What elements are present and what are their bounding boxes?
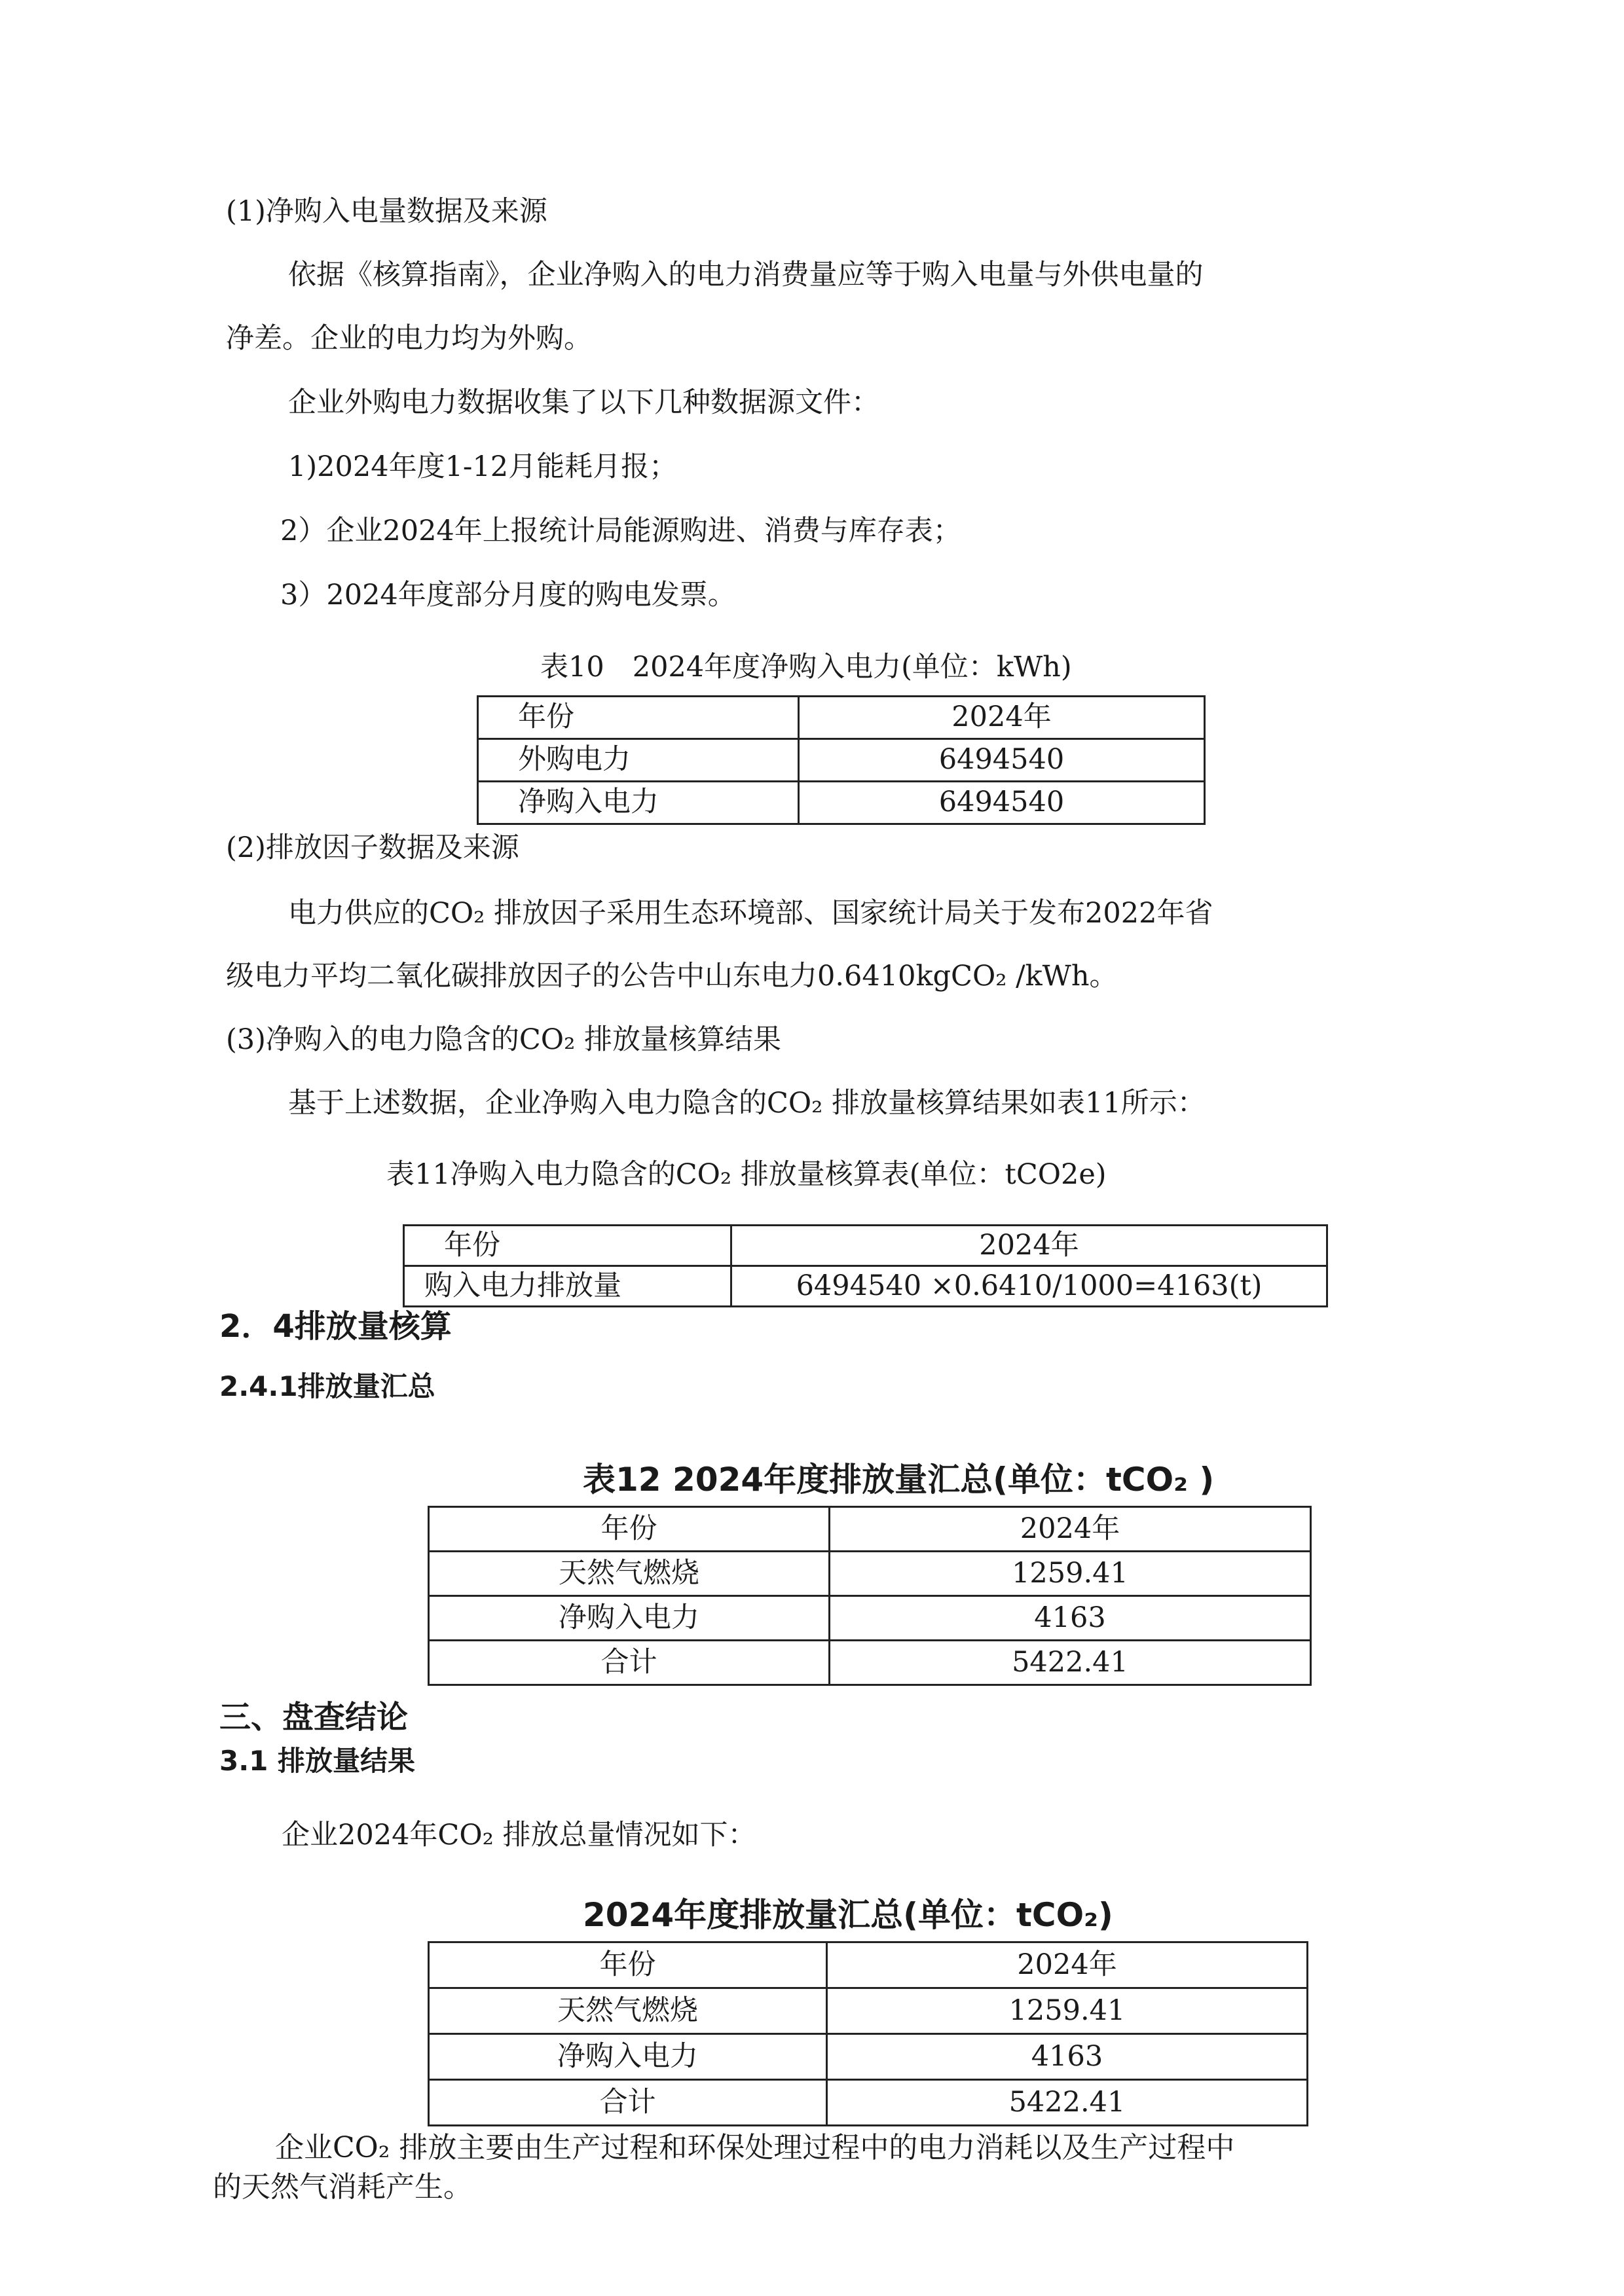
table-row [478,739,1205,782]
table-cell: 净购入电力 [429,1596,830,1641]
summary-table [428,1941,1308,2126]
table-11 [403,1224,1328,1307]
conclusion-sub-heading: 3.1 排放量结果 [219,1745,416,1777]
table-10 [477,695,1206,825]
table-header-cell: 年份 [429,1507,830,1552]
table-cell: 1259.41 [827,1988,1308,2034]
table-row [478,697,1205,739]
section-2-4-heading: 2．4排放量核算 [219,1308,452,1345]
table-row [429,1596,1311,1641]
table-cell: 天然气燃烧 [429,1988,827,2034]
table-cell: 合计 [429,1641,830,1685]
table-cell: 净购入电力 [429,2034,827,2080]
table-row [404,1266,1327,1307]
conclusion-paragraph: 企业2024年CO₂ 排放总量情况如下： [282,1819,756,1851]
table-12 [428,1506,1312,1686]
table-row [429,1552,1311,1596]
table-cell: 6494540 [799,739,1205,782]
table-cell: 合计 [429,2080,827,2126]
closing-line-1: 企业CO₂ 排放主要由生产过程和环保处理过程中的电力消耗以及生产过程中 [275,2131,1235,2164]
section-2-paragraph-line-1: 电力供应的CO₂ 排放因子采用生态环境部、国家统计局关于发布2022年省 [288,897,1213,930]
table-row [429,1942,1308,1988]
summary-table-caption: 2024年度排放量汇总(单位：tCO₂) [583,1896,1113,1934]
table-cell: 5422.41 [827,2080,1308,2126]
table-row [429,1641,1311,1685]
table-cell: 1259.41 [830,1552,1311,1596]
source-item-1: 1)2024年度1-12月能耗月报； [288,450,678,483]
table-header-cell: 2024年 [830,1507,1311,1552]
table-row [429,1507,1311,1552]
section-2-4-1-heading: 2.4.1排放量汇总 [219,1370,435,1402]
table-cell: 6494540 ×0.6410/1000=4163(t) [731,1266,1327,1307]
table-cell: 外购电力 [478,739,799,782]
table-12-caption: 表12 2024年度排放量汇总(单位：tCO₂ ) [583,1461,1215,1499]
section-2-heading: (2)排放因子数据及来源 [226,831,519,864]
table-cell: 5422.41 [830,1641,1311,1685]
table-row [404,1226,1327,1266]
table-header-cell: 年份 [478,697,799,739]
section-1-heading: (1)净购入电量数据及来源 [226,195,547,228]
section-2-paragraph-line-2: 级电力平均二氧化碳排放因子的公告中山东电力0.6410kgCO₂ /kWh。 [226,960,1118,993]
table-11-caption: 表11净购入电力隐含的CO₂ 排放量核算表(单位：tCO2e) [386,1158,1107,1191]
source-item-3: 3）2024年度部分月度的购电发票。 [280,579,736,611]
closing-line-2: 的天然气消耗产生。 [213,2170,472,2204]
table-cell: 净购入电力 [478,782,799,824]
table-row [429,2080,1308,2126]
table-10-caption: 表10 2024年度净购入电力(单位：kWh) [540,651,1072,683]
table-cell: 6494540 [799,782,1205,824]
table-row [478,782,1205,824]
section-1-paragraph-2: 企业外购电力数据收集了以下几种数据源文件： [288,386,879,419]
table-cell: 4163 [827,2034,1308,2080]
section-1-paragraph-line-1: 依据《核算指南》，企业净购入的电力消费量应等于购入电量与外供电量的 [288,259,1204,291]
source-item-2: 2）企业2024年上报统计局能源购进、消费与库存表； [280,515,961,547]
table-cell: 购入电力排放量 [404,1266,731,1307]
table-header-cell: 2024年 [731,1226,1327,1266]
table-header-cell: 年份 [429,1942,827,1988]
table-header-cell: 2024年 [827,1942,1308,1988]
table-cell: 天然气燃烧 [429,1552,830,1596]
table-cell: 4163 [830,1596,1311,1641]
table-header-cell: 2024年 [799,697,1205,739]
section-3-heading: (3)净购入的电力隐含的CO₂ 排放量核算结果 [226,1023,781,1056]
section-3-paragraph: 基于上述数据，企业净购入电力隐含的CO₂ 排放量核算结果如表11所示： [288,1087,1206,1120]
table-row [429,2034,1308,2080]
table-header-cell: 年份 [404,1226,731,1266]
table-row [429,1988,1308,2034]
conclusion-heading: 三、盘查结论 [219,1699,409,1736]
section-1-paragraph-line-2: 净差。企业的电力均为外购。 [226,322,592,355]
